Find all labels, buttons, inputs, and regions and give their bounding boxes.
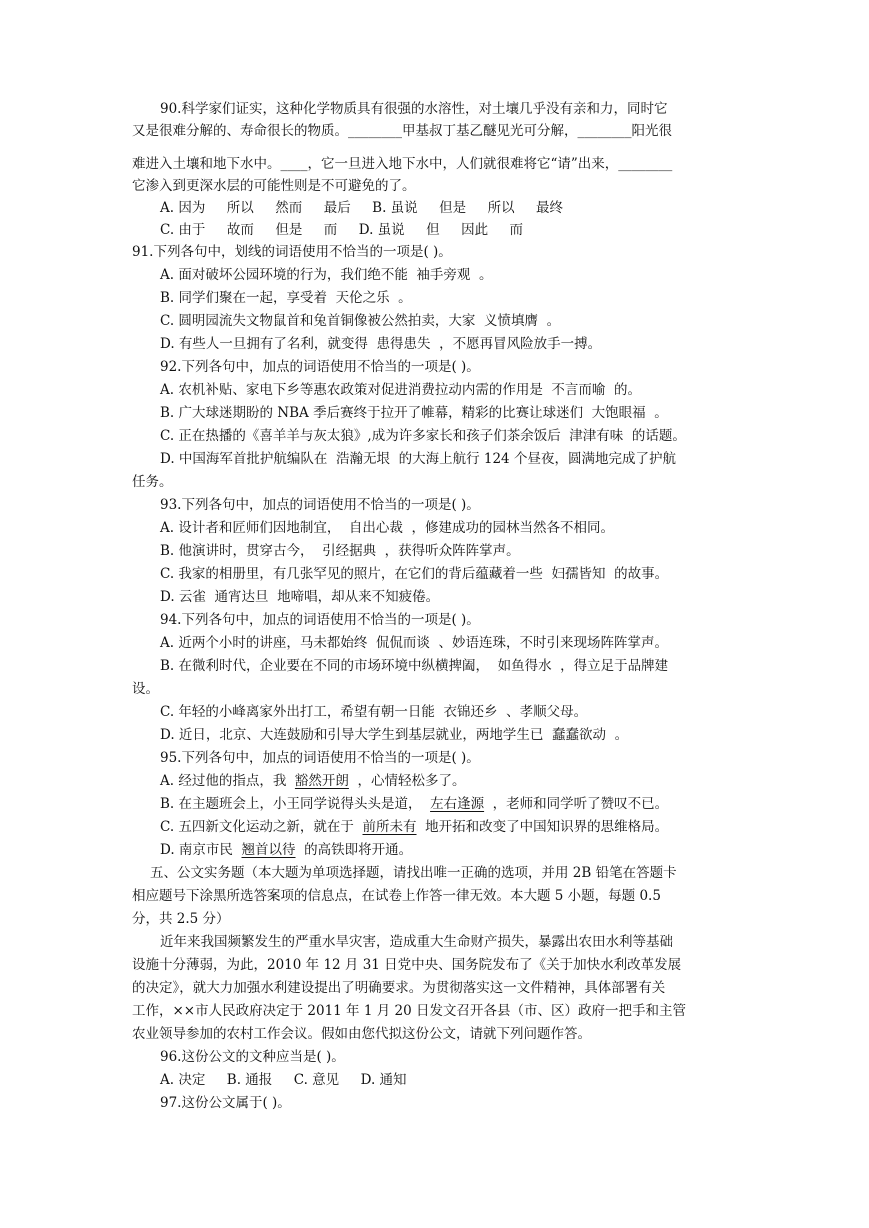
q90-line-1: 90.科学家们证实，这种化学物质具有很强的水溶性，对土壤几乎没有亲和力，同时它: [160, 101, 668, 117]
q95-b-text: B. 在主题班会上，小王同学说得头头是道，: [160, 796, 431, 812]
passage-line-5: 农业领导参加的农村工作会议。假如由您代拟这份公文，请就下列问题作答。: [132, 1026, 591, 1042]
q92-option-d-line-1: D. 中国海军首批护航编队在 浩瀚无垠 的大海上航行 124 个昼夜，圆满地完成了护航: [160, 451, 676, 467]
q95-d-text-end: 的高铁即将开通。: [295, 842, 413, 858]
section5-heading-line-3: 分，共 2.5 分）: [132, 911, 230, 927]
q93-option-a: A. 设计者和匠师们因地制宜， 自出心裁 ，修建成功的园林当然各不相同。: [160, 520, 614, 536]
passage-line-3: 的决定》，就大力加强水利建设提出了明确要求。为贯彻落实这一文件精神，具体部署有关: [132, 980, 666, 996]
q95-a-text-end: ，心情轻松多了。: [348, 773, 466, 789]
q96-options: A. 决定 B. 通报 C. 意见 D. 通知: [160, 1072, 407, 1088]
q94-stem: 94.下列各句中，加点的词语使用不恰当的一项是( )。: [160, 612, 480, 628]
q95-a-underlined-term: 豁然开朗: [294, 773, 349, 789]
section5-heading-line-2: 相应题号下涂黑所选答案项的信息点，在试卷上作答一律无效。本大题 5 小题，每题 0.5: [132, 888, 661, 904]
q92-option-c: C. 正在热播的《喜羊羊与灰太狼》,成为许多家长和孩子们茶余饭后 津津有味 的话题。: [160, 428, 686, 444]
q91-option-a: A. 面对破坏公园环境的行为，我们绝不能 袖手旁观 。: [160, 267, 493, 283]
q95-d-underlined-term: 翘首以待: [241, 842, 296, 858]
q92-option-b: B. 广大球迷期盼的 NBA 季后赛终于拉开了帷幕，精彩的比赛让球迷们 大饱眼福 。: [160, 405, 668, 421]
q93-stem: 93.下列各句中，加点的词语使用不恰当的一项是( )。: [160, 497, 480, 513]
q95-d-text: D. 南京市民: [160, 842, 242, 858]
passage-line-2: 设施十分薄弱，为此，2010 年 12 月 31 日党中央、国务院发布了《关于加快水利改革发展: [132, 957, 682, 973]
q95-option-b: [160, 793, 668, 815]
passage-line-1: 近年来我国频繁发生的严重水旱灾害，造成重大生命财产损失，暴露出农田水利等基础: [160, 934, 673, 950]
q93-option-b: B. 他演讲时，贯穿古今， 引经据典 ，获得听众阵阵掌声。: [160, 543, 520, 559]
q94-option-b-line-2: 设。: [132, 681, 159, 697]
q93-option-c: C. 我家的相册里，有几张罕见的照片，在它们的背后蕴藏着一些 妇孺皆知 的故事。: [160, 566, 669, 582]
q95-a-text: A. 经过他的指点，我: [160, 773, 295, 789]
q91-option-d: D. 有些人一旦拥有了名利，就变得 患得患失 ，不愿再冒风险放手一搏。: [160, 336, 602, 352]
q95-stem: 95.下列各句中，加点的词语使用不恰当的一项是( )。: [160, 750, 480, 766]
q91-option-c: C. 圆明园流失文物鼠首和兔首铜像被公然拍卖，大家 义愤填膺 。: [160, 313, 561, 329]
q95-b-text-end: ，老师和同学听了赞叹不已。: [484, 796, 669, 812]
q90-line-2: 又是很难分解的、寿命很长的物质。________甲基叔丁基乙醚见光可分解，________阳光很: [132, 123, 672, 139]
q94-option-b-line-1: B. 在微利时代，企业要在不同的市场环境中纵横捭阖， 如鱼得水 ，得立足于品牌建: [160, 658, 669, 674]
q92-option-d-line-2: 任务。: [132, 474, 173, 490]
q95-c-text-end: 地开拓和改变了中国知识界的思维格局。: [416, 819, 669, 835]
q96-stem: 96.这份公文的文种应当是( )。: [160, 1049, 345, 1065]
q97-stem: 97.这份公文属于( )。: [160, 1095, 291, 1111]
q90-options-ab: A. 因为 所以 然而 最后 B. 虽说 但是 所以 最终: [160, 200, 564, 216]
q90-options-cd: C. 由于 故而 但是 而 D. 虽说 但 因此 而: [160, 222, 524, 238]
q95-c-underlined-term: 前所未有: [362, 819, 417, 835]
q95-option-a: [160, 770, 466, 792]
q92-stem: 92.下列各句中，加点的词语使用不恰当的一项是( )。: [160, 359, 480, 375]
q95-option-c: [160, 816, 668, 838]
q95-option-d: [160, 839, 412, 861]
q93-option-d: D. 云雀 通宵达旦 地啼唱，却从来不知疲倦。: [160, 589, 440, 605]
q94-option-c: C. 年轻的小峰离家外出打工，希望有朝一日能 衣锦还乡 、孝顺父母。: [160, 704, 588, 720]
passage-line-4: 工作，××市人民政府决定于 2011 年 1 月 20 日发文召开各县（市、区）政府一把手和主管: [132, 1003, 686, 1019]
q95-c-text: C. 五四新文化运动之新，就在于: [160, 819, 363, 835]
q95-b-underlined-term: 左右逢源: [430, 796, 485, 812]
q91-stem: 91.下列各句中，划线的词语使用不恰当的一项是( )。: [132, 244, 452, 260]
q94-option-a: A. 近两个小时的讲座，马未都始终 侃侃而谈 、妙语连珠，不时引来现场阵阵掌声。: [160, 635, 668, 651]
q90-line-4: 它渗入到更深水层的可能性则是不可避免的了。: [132, 178, 416, 194]
q91-option-b: B. 同学们聚在一起，享受着 天伦之乐 。: [160, 290, 412, 306]
q92-option-a: A. 农机补贴、家电下乡等惠农政策对促进消费拉动内需的作用是 不言而喻 的。: [160, 382, 641, 398]
q94-option-d: D. 近日，北京、大连鼓励和引导大学生到基层就业，两地学生已 蠢蠢欲动 。: [160, 727, 629, 743]
section5-heading-line-1: 五、公文实务题（本大题为单项选择题，请找出唯一正确的选项，并用 2B 铅笔在答题卡: [150, 865, 677, 881]
q90-line-3: 难进入土壤和地下水中。____，它一旦进入地下水中，人们就很难将它“请”出来，________: [132, 156, 673, 172]
